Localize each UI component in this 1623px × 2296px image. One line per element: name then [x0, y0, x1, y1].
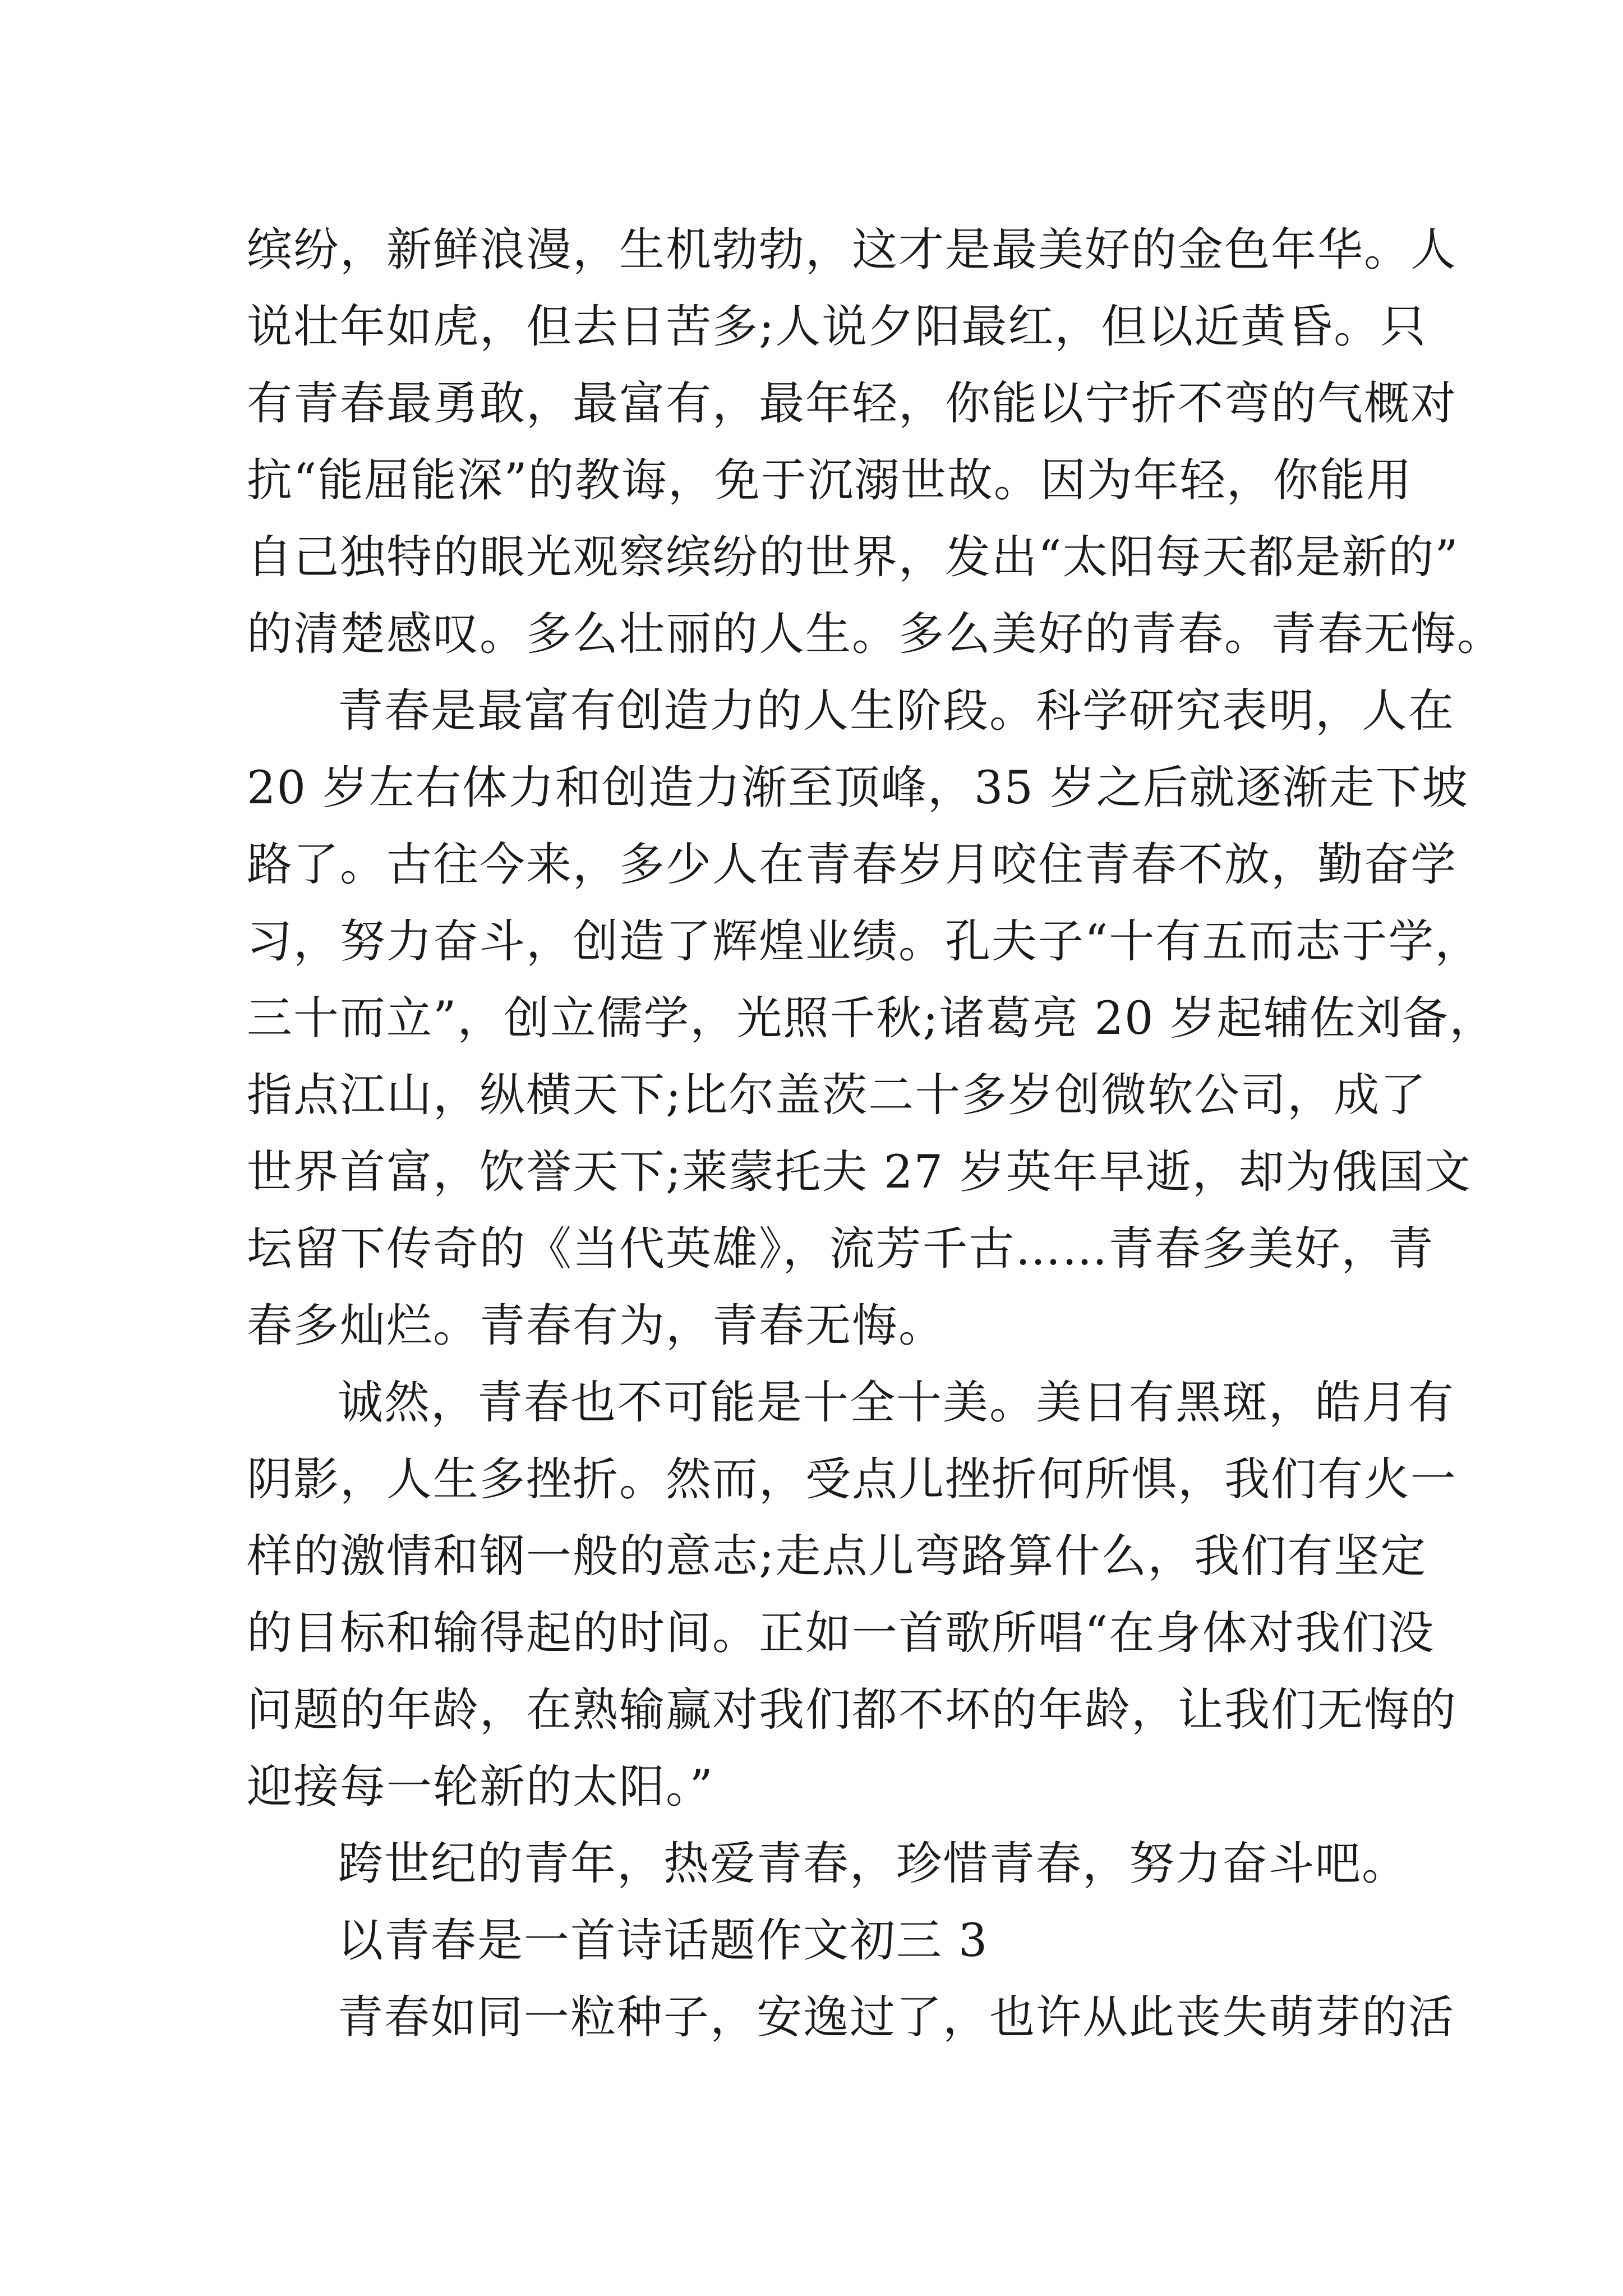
text-line: 指点江山，纵横天下;比尔盖茨二十多岁创微软公司，成了	[247, 1069, 1427, 1122]
text-line: 缤纷，新鲜浪漫，生机勃勃，这才是最美好的金色年华。人	[247, 224, 1458, 277]
text-line: 的清楚感叹。多么壮丽的人生。多么美好的青春。青春无悔。	[247, 608, 1504, 661]
text-line: 有青春最勇敢，最富有，最年轻，你能以宁折不弯的气概对	[247, 378, 1458, 430]
text-line: 20 岁左右体力和创造力渐至顶峰，35 岁之后就逐渐走下坡	[247, 762, 1469, 815]
paragraph-start-line: 诚然，青春也不可能是十全十美。美日有黑斑，皓月有	[338, 1377, 1455, 1429]
text-line: 的目标和输得起的时间。正如一首歌所唱“在身体对我们没	[247, 1607, 1435, 1660]
text-line: 抗“能屈能深”的教诲，免于沉溺世故。因为年轻，你能用	[247, 454, 1413, 507]
paragraph-start-line: 跨世纪的青年，热爱青春，珍惜青春，努力奋斗吧。	[338, 1838, 1409, 1890]
body-text	[247, 212, 1504, 2056]
section-heading: 以青春是一首诗话题作文初三 3	[338, 1915, 989, 1967]
text-line: 自己独特的眼光观察缤纷的世界，发出“太阳每天都是新的”	[247, 531, 1459, 584]
text-line: 路了。古往今来，多少人在青春岁月咬住青春不放，勤奋学	[247, 839, 1458, 891]
text-line: 坛留下传奇的《当代英雄》，流芳千古……青春多美好，青	[247, 1223, 1435, 1276]
text-line: 问题的年龄，在熟输赢对我们都不坏的年龄，让我们无悔的	[247, 1684, 1458, 1737]
text-line: 阴影，人生多挫折。然而，受点儿挫折何所惧，我们有火一	[247, 1453, 1458, 1506]
paragraph-start-line: 青春是最富有创造力的人生阶段。科学研究表明，人在	[338, 685, 1455, 738]
text-line: 春多灿烂。青春有为，青春无悔。	[247, 1300, 946, 1352]
paragraph-start-line: 青春如同一粒种子，安逸过了，也许从此丧失萌芽的活	[338, 1991, 1455, 2044]
text-line: 世界首富，饮誉天下;莱蒙托夫 27 岁英年早逝，却为俄国文	[247, 1146, 1472, 1199]
text-line: 迎接每一轮新的太阳。”	[247, 1761, 714, 1814]
text-line: 习，努力奋斗，创造了辉煌业绩。孔夫子“十有五而志于学，	[247, 915, 1482, 968]
text-line: 说壮年如虎，但去日苦多;人说夕阳最红，但以近黄昏。只	[247, 301, 1427, 353]
text-line: 样的激情和钢一般的意志;走点儿弯路算什么，我们有坚定	[247, 1530, 1427, 1583]
text-line: 三十而立”，创立儒学，光照千秋;诸葛亮 20 岁起辅佐刘备，	[247, 992, 1496, 1045]
